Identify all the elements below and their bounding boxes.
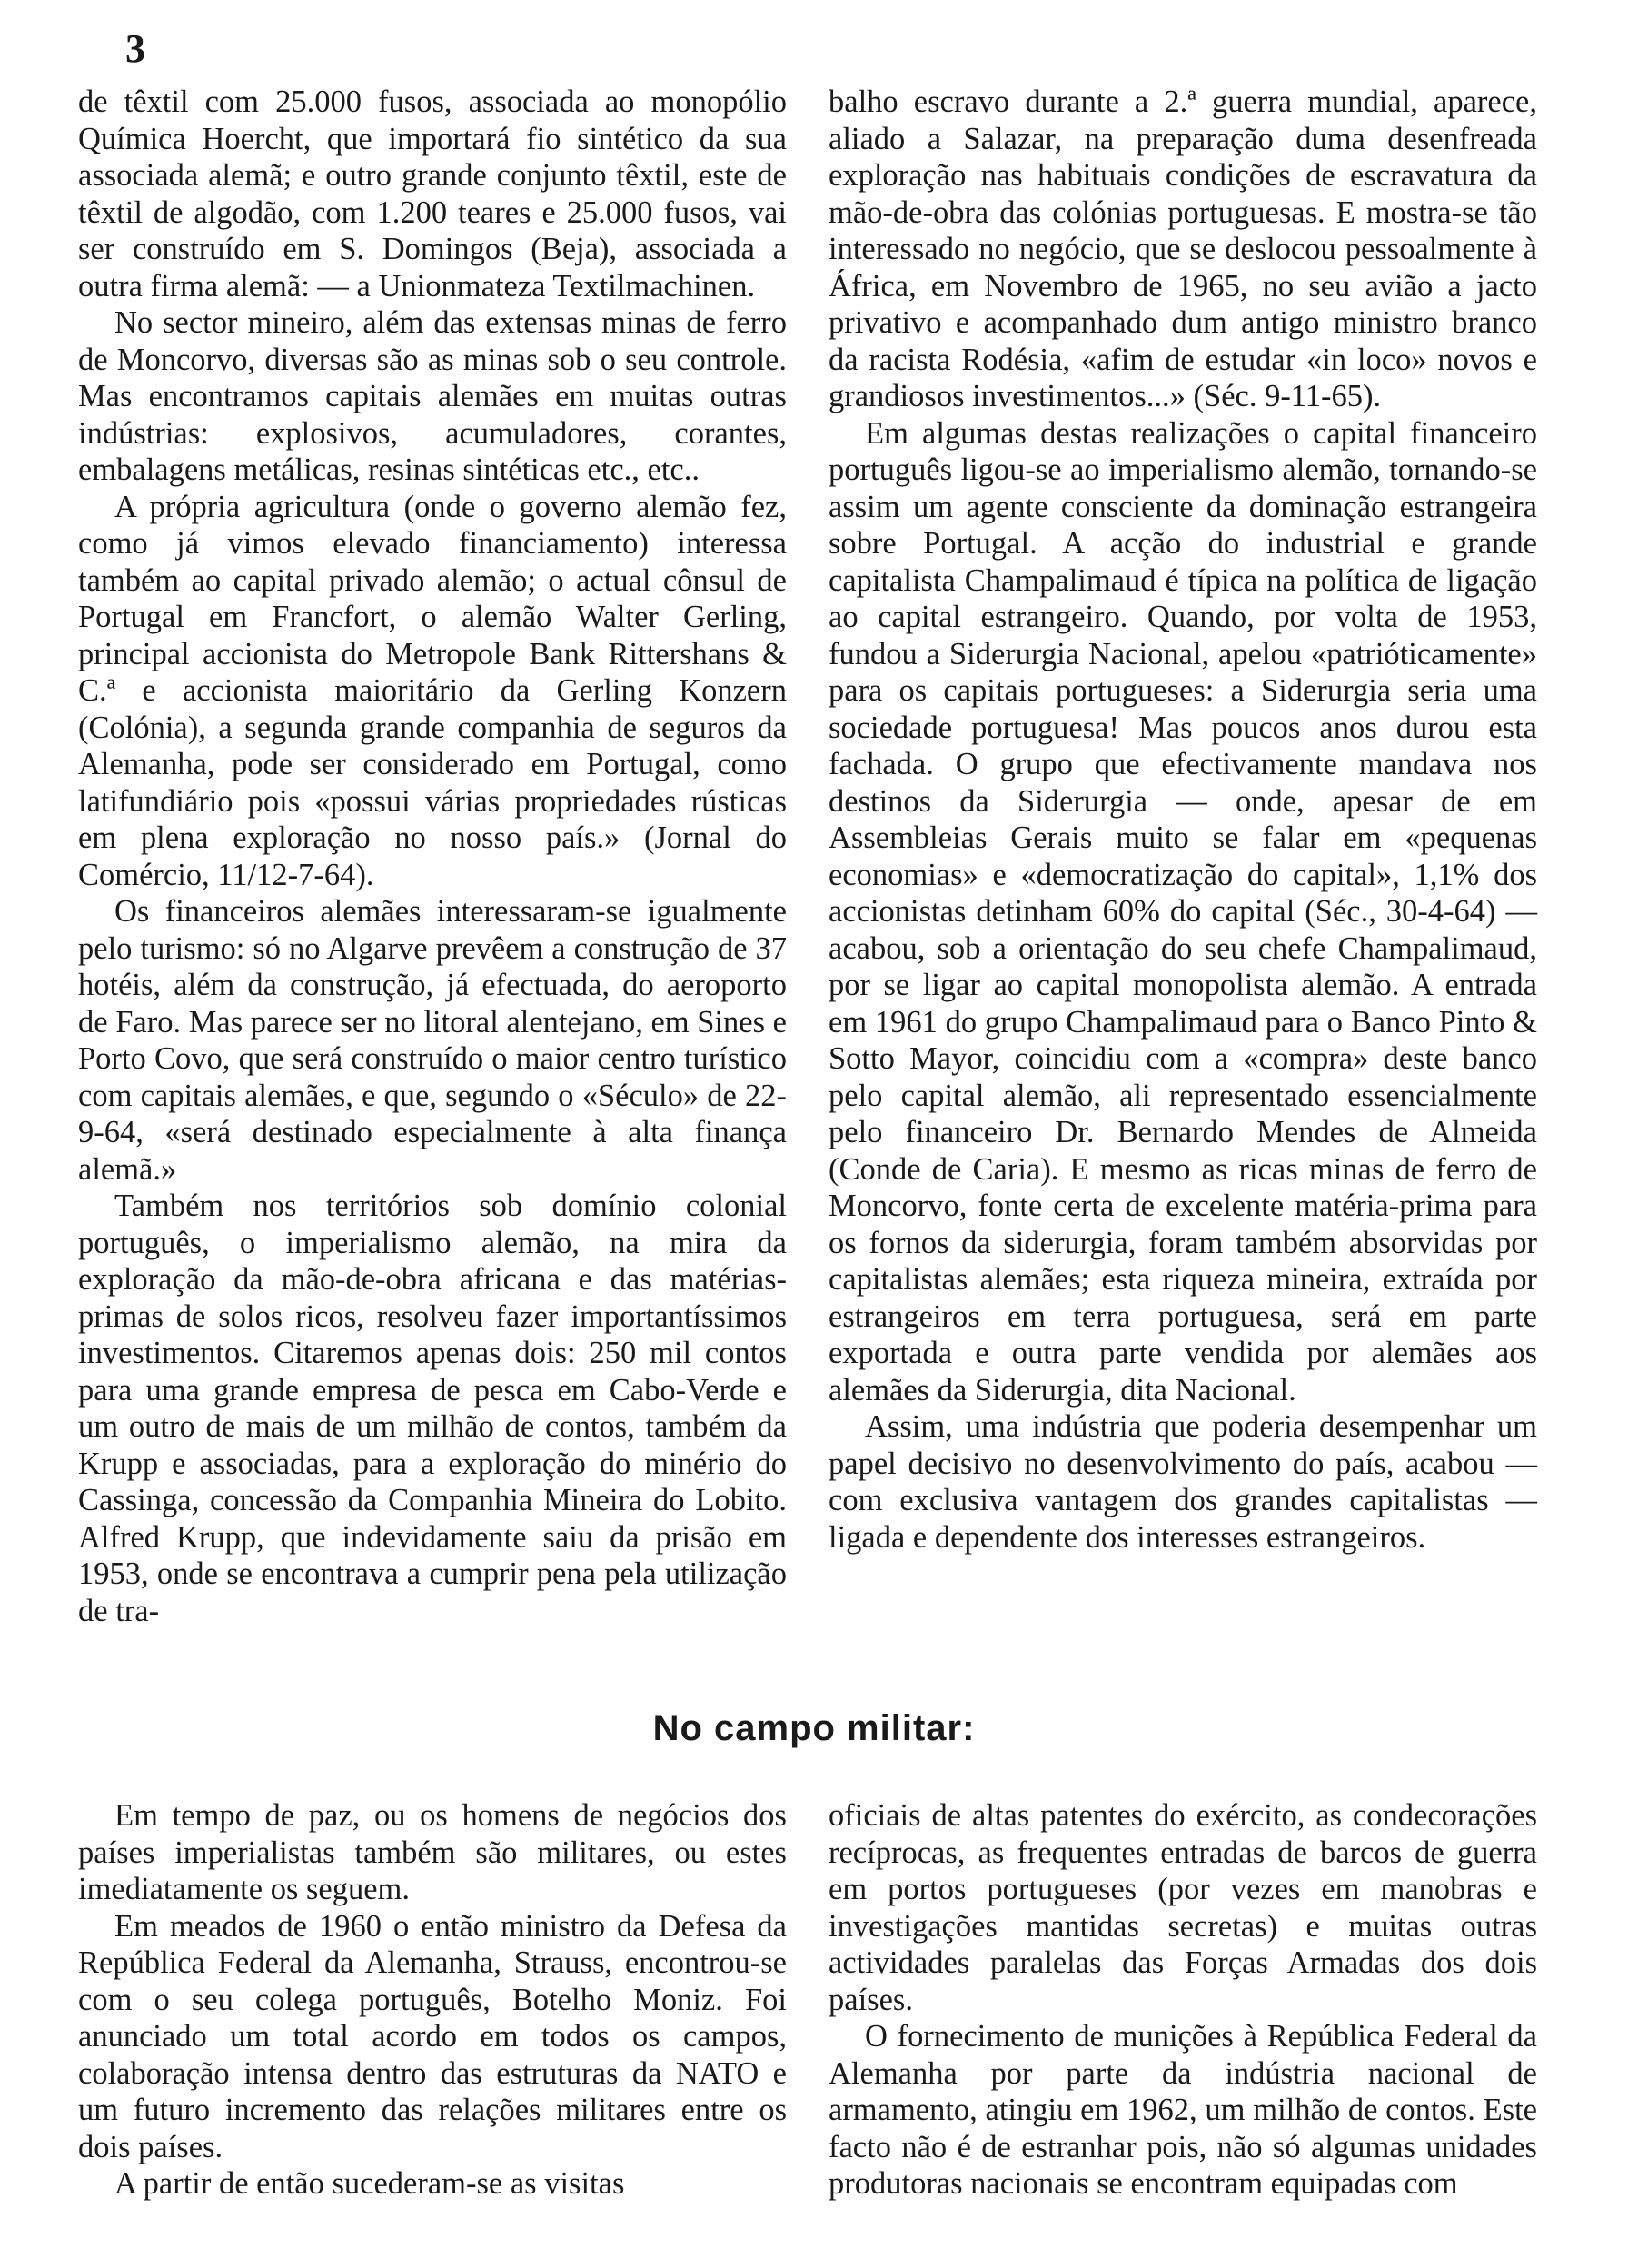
paragraph: oficiais de altas patentes do exército, as condecorações recíprocas, as frequentes entradas de barcos de guerra em portos portugueses (por vezes em manobras e investigações mantidas secretas) e muitas outras actividades paralelas das Forças Armadas dos dois países. [829, 1798, 1537, 2017]
column-bottom-left [78, 1797, 787, 2203]
paragraph: Também nos territórios sob domínio colonial português, o imperialismo alemão, na mira da exploração da mão-de-obra africana e das matérias-primas de solos ricos, resolveu fazer importantíssimos investimentos. Citaremos apenas dois: 250 mil contos para uma grande empresa de pesca em Cabo-Verde e um outro de mais de um milhão de contos, também da Krupp e associadas, para a exploração do minério do Cassinga, concessão da Companhia Mineira do Lobito. Alfred Krupp, que indevidamente saiu da prisão em 1953, onde se encontrava a cumprir pena pela utilização de tra- [78, 1189, 787, 1628]
section-heading: No campo militar: [652, 1708, 976, 1748]
paragraph: No sector mineiro, além das extensas minas de ferro de Moncorvo, diversas são as minas sob o seu controle. Mas encontramos capitais alemães em muitas outras indústrias: explosivos, acumuladores, corantes, embalagens metálicas, resinas sintéticas etc., etc.. [78, 305, 787, 487]
paragraph: A própria agricultura (onde o governo alemão fez, como já vimos elevado financiamento) interessa também ao capital privado alemão; o actual cônsul de Portugal em Francfort, o alemão Walter Gerling, principal accionista do Metropole Bank Rittershans & C.ª e accionista maioritário da Gerling Konzern (Colónia), a segunda grande companhia de seguros da Alemanha, pode ser considerado em Portugal, como latifundiário pois «possui várias propriedades rústicas em plena exploração no nosso país.» (Jornal do Comércio, 11/12-7-64). [78, 489, 787, 892]
column-bottom-right [829, 1797, 1537, 2203]
paragraph: A partir de então sucederam-se as visitas [114, 2166, 625, 2201]
page-number: 3 [125, 26, 145, 71]
paragraph: balho escravo durante a 2.ª guerra mundial, aparece, aliado a Salazar, na preparação duma desenfreada exploração nas habituais condições de escravatura da mão-de-obra das colónias portuguesas. E mostra-se tão interessado no negócio, que se deslocou pessoalmente à África, em Novembro de 1965, no seu avião a jacto privativo e acompanhado dum antigo ministro branco da racista Rodésia, «afim de estudar «in loco» novos e grandiosos investimentos...» (Séc. 9-11-65). [829, 85, 1537, 413]
paragraph: Os financeiros alemães interessaram-se igualmente pelo turismo: só no Algarve prevêem a construção de 37 hotéis, além da construção, já efectuada, do aeroporto de Faro. Mas parece ser no litoral alentejano, em Sines e Porto Covo, que será construído o maior centro turístico com capitais alemães, e que, segundo o «Século» de 22-9-64, «será destinado especialmente à alta finança alemã.» [78, 894, 787, 1187]
paragraph: O fornecimento de munições à República Federal da Alemanha por parte da indústria nacional de armamento, atingiu em 1962, um milhão de contos. Este facto não é de estranhar pois, não só algumas unidades produtoras nacionais se encontram equipadas com [829, 2019, 1537, 2201]
paragraph: Em tempo de paz, ou os homens de negócios dos países imperialistas também são militares, ou estes imediatamente os seguem. [78, 1798, 787, 1906]
paragraph: Em meados de 1960 o então ministro da Defesa da República Federal da Alemanha, Strauss, encontrou-se com o seu colega português, Botelho Moniz. Foi anunciado um total acordo em todos os campos, colaboração intensa dentro das estruturas da NATO e um futuro incremento das relações militares entre os dois países. [78, 1908, 787, 2164]
column-top-left [78, 84, 787, 1629]
paragraph: de têxtil com 25.000 fusos, associada ao monopólio Química Hoercht, que importará fio sintético da sua associada alemã; e outro grande conjunto têxtil, este de têxtil de algodão, com 1.200 teares e 25.000 fusos, vai ser construído em S. Domingos (Beja), associada a outra firma alemã: — a Unionmateza Textilmachinen. [78, 85, 787, 303]
column-top-right [829, 84, 1537, 1556]
paragraph: Em algumas destas realizações o capital financeiro português ligou-se ao imperialismo alemão, tornando-se assim um agente consciente da dominação estrangeira sobre Portugal. A acção do industrial e grande capitalista Champalimaud é típica na política de ligação ao capital estrangeiro. Quando, por volta de 1953, fundou a Siderurgia Nacional, apelou «patrióticamente» para os capitais portugueses: a Siderurgia seria uma sociedade portuguesa! Mas poucos anos durou esta fachada. O grupo que efectivamente mandava nos destinos da Siderurgia — onde, apesar de em Assembleias Gerais muito se falar em «pequenas economias» e «democratização do capital», 1,1% dos accionistas detinham 60% do capital (Séc., 30-4-64) — acabou, sob a orientação do seu chefe Champalimaud, por se ligar ao capital monopolista alemão. A entrada em 1961 do grupo Champalimaud para o Banco Pinto & Sotto Mayor, coincidiu com a «compra» deste banco pelo capital alemão, ali representado essencialmente pelo financeiro Dr. Bernardo Mendes de Almeida (Conde de Caria). E mesmo as ricas minas de ferro de Moncorvo, fonte certa de excelente matéria-prima para os fornos da siderurgia, foram também absorvidas por capitalistas alemães; esta riqueza mineira, extraída por estrangeiros em terra portuguesa, será em parte exportada e outra parte vendida por alemães aos alemães da Siderurgia, dita Nacional. [829, 415, 1537, 1408]
paragraph: Assim, uma indústria que poderia desempenhar um papel decisivo no desenvolvimento do país, acabou — com exclusiva vantagem dos grandes capitalistas — ligada e dependente dos interesses estrangeiros. [829, 1409, 1537, 1555]
